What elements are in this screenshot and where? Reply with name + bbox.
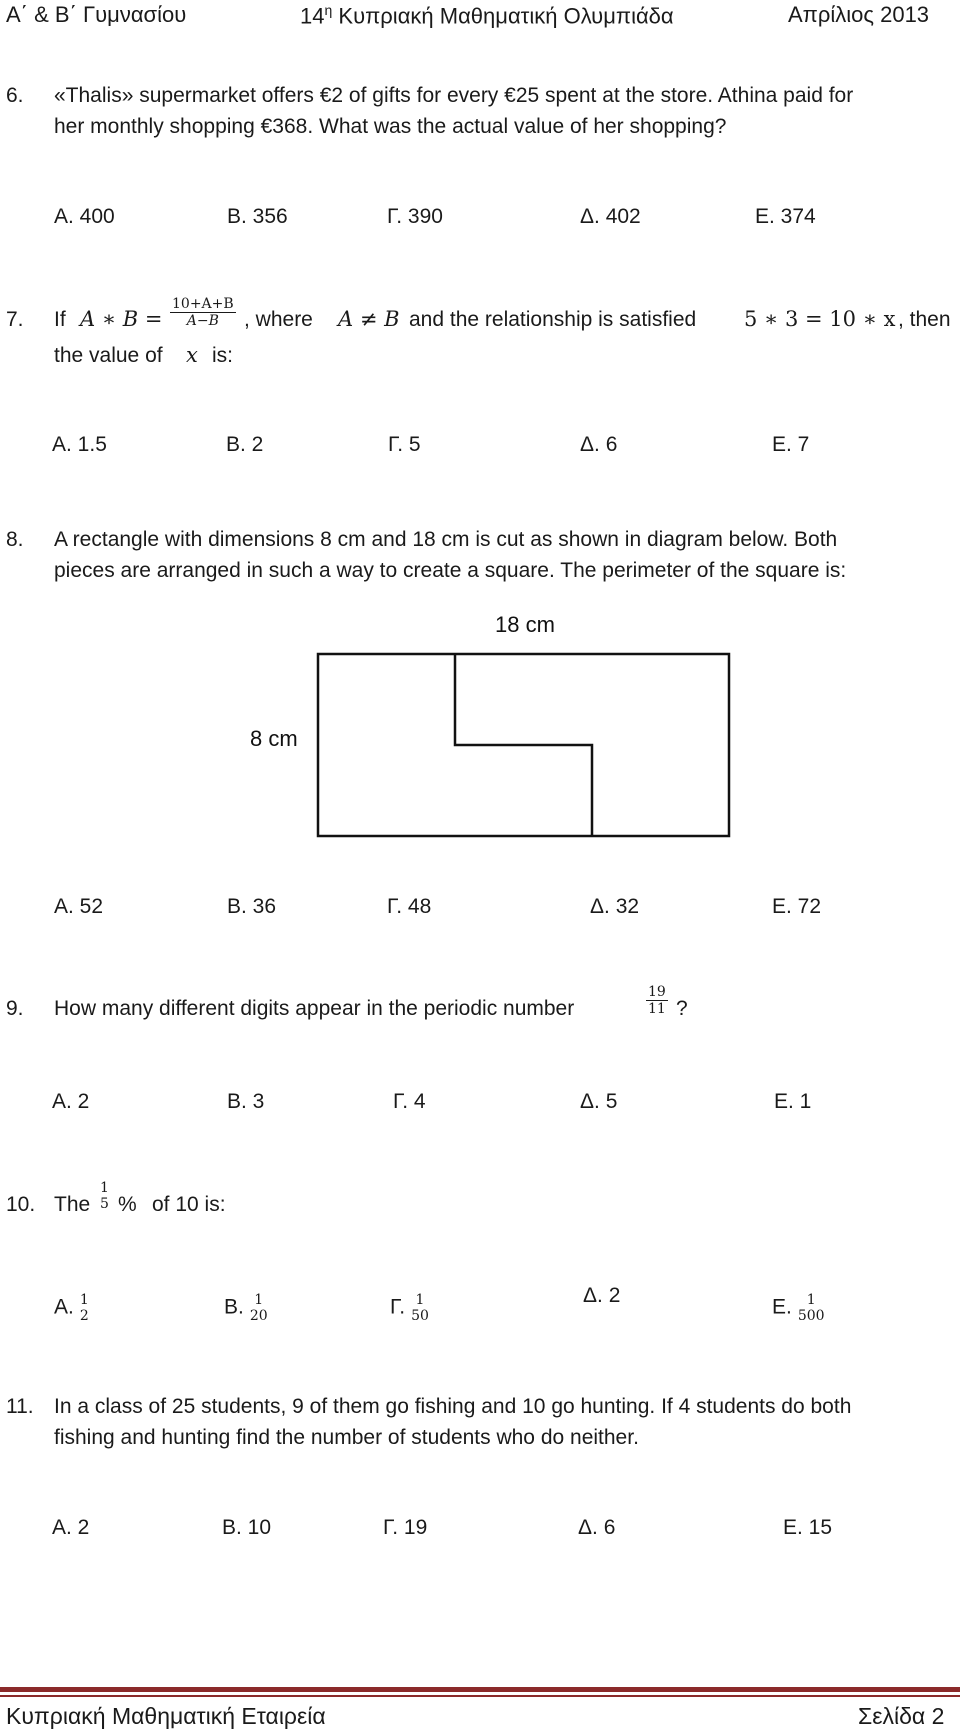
- question-number: 10.: [6, 1193, 36, 1216]
- answer-e: Ε. 374: [755, 205, 816, 228]
- answers-7: [0, 433, 960, 463]
- inequality: A ≠ B: [338, 307, 400, 331]
- question-mark: ?: [676, 997, 688, 1020]
- fraction-numerator: 1: [415, 1292, 425, 1308]
- page-header: [0, 0, 960, 34]
- question-tail: of 10 is:: [152, 1193, 226, 1216]
- relationship-text: and the relationship is satisfied: [409, 308, 697, 331]
- staircase-cut: [455, 654, 592, 836]
- fraction-numerator: 19: [648, 984, 666, 1000]
- fraction-denominator: 11: [648, 1001, 666, 1017]
- answer-e: [772, 1292, 827, 1324]
- answers-11: [0, 1516, 960, 1546]
- question-line-2: pieces are arranged in such a way to create a square. The perimeter of the square is:: [54, 559, 847, 582]
- question-11: [0, 1391, 960, 1453]
- page-footer: [0, 1703, 960, 1733]
- header-left: Α΄ & Β΄ Γυμνασίου: [6, 2, 187, 27]
- answer-b: Β. 36: [227, 895, 277, 918]
- formula-fraction: [170, 296, 236, 329]
- answer-d: Δ. 402: [580, 205, 641, 228]
- fraction-numerator: 1: [806, 1292, 816, 1308]
- answer-e: Ε. 72: [772, 895, 822, 918]
- fraction-denominator: 5: [100, 1196, 109, 1212]
- answer-label: Ε.: [772, 1295, 792, 1319]
- answer-c: [390, 1292, 431, 1324]
- label-width: 18 cm: [495, 612, 555, 637]
- answer-b: Β. 10: [222, 1516, 272, 1539]
- question-8: [0, 524, 960, 586]
- question-6: [0, 80, 960, 142]
- answer-a: Α. 1.5: [52, 433, 107, 456]
- answer-fraction: [78, 1292, 91, 1324]
- where-text: , where: [244, 308, 313, 331]
- answer-b: Β. 3: [227, 1090, 265, 1113]
- header-center: [300, 2, 674, 29]
- fraction-denominator: 2: [79, 1308, 89, 1324]
- answer-d: Δ. 32: [590, 895, 640, 918]
- footer-divider-thin: [0, 1695, 960, 1697]
- fraction-denominator: 50: [411, 1308, 429, 1324]
- percent-fraction: [98, 1180, 111, 1212]
- answer-fraction: [248, 1292, 270, 1324]
- question-number: 7.: [6, 308, 24, 331]
- header-center-num: 14: [300, 3, 325, 29]
- answers-10: [0, 1284, 960, 1324]
- relationship-formula: 5 ∗ 3 = 10 ∗ x: [744, 307, 896, 331]
- answer-a: Α. 52: [54, 895, 104, 918]
- is-text: is:: [212, 344, 233, 367]
- answer-label: Β.: [224, 1295, 244, 1319]
- if-word: If: [54, 308, 66, 331]
- header-center-sup: η: [324, 2, 333, 18]
- answer-e: Ε. 15: [783, 1516, 833, 1539]
- answer-d: Δ. 6: [580, 433, 618, 456]
- periodic-fraction: [646, 984, 668, 1017]
- answer-fraction: [796, 1292, 827, 1324]
- then-text: , then: [898, 308, 951, 331]
- question-number: 9.: [6, 997, 24, 1020]
- answer-c: Γ. 4: [393, 1090, 426, 1113]
- label-height: 8 cm: [250, 726, 298, 751]
- question-9: [0, 984, 960, 1040]
- formula-lhs: A ∗ B =: [80, 307, 163, 331]
- question-line-1: In a class of 25 students, 9 of them go fishing and 10 go hunting. If 4 students do both: [54, 1395, 852, 1418]
- the-word: The: [54, 1193, 91, 1216]
- answer-c: Γ. 5: [388, 433, 421, 456]
- answer-a: Α. 400: [54, 205, 115, 228]
- fraction-numerator: 1: [100, 1180, 109, 1196]
- answer-e: Ε. 7: [772, 433, 810, 456]
- footer-left: Κυπριακή Μαθηματική Εταιρεία: [6, 1703, 326, 1729]
- question-line-1: «Thalis» supermarket offers €2 of gifts for every €25 spent at the store. Athina paid for: [54, 84, 854, 107]
- footer-divider-thick: [0, 1687, 960, 1692]
- answer-label: Γ.: [390, 1295, 406, 1319]
- question-number: 6.: [6, 84, 24, 107]
- answer-a: Α. 2: [52, 1516, 90, 1539]
- answer-d: Δ. 2: [583, 1284, 621, 1307]
- fraction-denominator: A−B: [186, 313, 219, 329]
- answer-b: [224, 1292, 270, 1324]
- question-line-2: fishing and hunting find the number of students who do neither.: [54, 1426, 639, 1449]
- fraction-denominator: 500: [797, 1308, 825, 1324]
- fraction-numerator: 1: [79, 1292, 89, 1308]
- question-number: 8.: [6, 528, 24, 551]
- question-10: [0, 1180, 960, 1236]
- answer-d: Δ. 5: [580, 1090, 618, 1113]
- question-number: 11.: [6, 1395, 34, 1418]
- question-line-2: her monthly shopping €368. What was the actual value of her shopping?: [54, 115, 727, 138]
- answer-c: Γ. 48: [387, 895, 432, 918]
- header-right: Απρίλιος 2013: [788, 2, 930, 27]
- answer-e: Ε. 1: [774, 1090, 812, 1113]
- rectangle-cut-diagram: [240, 610, 740, 850]
- answer-c: Γ. 19: [383, 1516, 428, 1539]
- question-line-2: the value of: [54, 344, 163, 367]
- footer-page-number: Σελίδα 2: [858, 1703, 945, 1729]
- answer-label: Α.: [54, 1295, 74, 1319]
- answer-a: [54, 1292, 91, 1324]
- variable-x: x: [186, 343, 198, 367]
- answer-a: Α. 2: [52, 1090, 90, 1113]
- fraction-numerator: 10+A+B: [172, 296, 234, 312]
- question-line-1: A rectangle with dimensions 8 cm and 18 cm is cut as shown in diagram below. Both: [54, 528, 838, 551]
- percent-sign: %: [118, 1193, 137, 1216]
- answer-b: Β. 2: [226, 433, 264, 456]
- header-center-rest: Κυπριακή Μαθηματική Ολυμπιάδα: [338, 3, 674, 29]
- answer-c: Γ. 390: [387, 205, 443, 228]
- question-text: How many different digits appear in the periodic number: [54, 997, 575, 1020]
- question-7: [0, 296, 960, 380]
- fraction-denominator: 20: [249, 1308, 268, 1324]
- answer-b: Β. 356: [227, 205, 288, 228]
- answers-6: [0, 205, 960, 235]
- fraction-numerator: 1: [254, 1292, 264, 1308]
- answers-8: [0, 895, 960, 925]
- answers-9: [0, 1090, 960, 1120]
- answer-d: Δ. 6: [578, 1516, 616, 1539]
- answer-fraction: [409, 1292, 431, 1324]
